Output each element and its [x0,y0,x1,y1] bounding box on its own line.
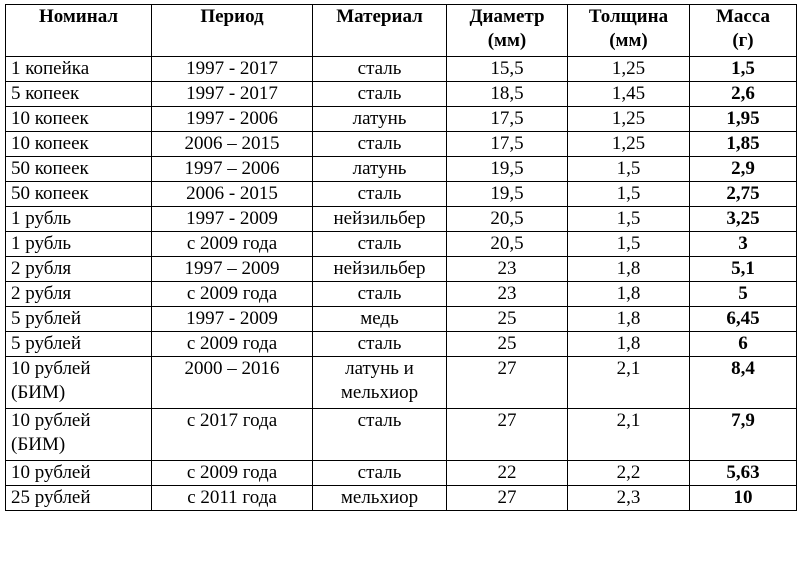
nominal-cell: 1 копейка [6,57,152,82]
mass-cell: 3,25 [690,207,797,232]
thickness-cell: 1,45 [568,82,690,107]
header-material: Материал [313,5,447,57]
diameter-cell: 22 [447,461,568,486]
material-cell: латунь [313,107,447,132]
period-cell: 1997 - 2009 [152,207,313,232]
table-row [6,307,797,332]
thickness-cell: 2,3 [568,486,690,511]
header-row [6,5,797,57]
table-row [6,486,797,511]
material-cell: сталь [313,461,447,486]
diameter-cell: 17,5 [447,132,568,157]
diameter-cell: 15,5 [447,57,568,82]
nominal-cell: 10 копеек [6,132,152,157]
mass-cell: 5 [690,282,797,307]
header-mass: Масса (г) [690,5,797,57]
period-cell: 1997 - 2017 [152,82,313,107]
period-cell: с 2017 года [152,409,313,461]
period-cell: с 2009 года [152,461,313,486]
material-cell: сталь [313,409,447,461]
nominal-cell: 1 рубль [6,207,152,232]
thickness-cell: 2,1 [568,409,690,461]
thickness-cell: 1,25 [568,107,690,132]
diameter-cell: 20,5 [447,207,568,232]
mass-cell: 1,85 [690,132,797,157]
material-cell: мельхиор [313,486,447,511]
material-cell: сталь [313,132,447,157]
material-cell: нейзильбер [313,257,447,282]
table-row [6,57,797,82]
mass-cell: 6,45 [690,307,797,332]
table-row [6,257,797,282]
material-cell: сталь [313,182,447,207]
header-thickness: Толщина (мм) [568,5,690,57]
nominal-cell: 50 копеек [6,182,152,207]
mass-cell: 7,9 [690,409,797,461]
diameter-cell: 23 [447,257,568,282]
header-diameter: Диаметр (мм) [447,5,568,57]
nominal-cell: 10 рублей (БИМ) [6,357,152,409]
table-row [6,282,797,307]
thickness-cell: 1,8 [568,307,690,332]
nominal-cell: 10 копеек [6,107,152,132]
mass-cell: 10 [690,486,797,511]
table-row [6,332,797,357]
nominal-cell: 2 рубля [6,257,152,282]
nominal-cell: 10 рублей [6,461,152,486]
material-cell: медь [313,307,447,332]
nominal-cell: 1 рубль [6,232,152,257]
diameter-cell: 19,5 [447,182,568,207]
mass-cell: 2,75 [690,182,797,207]
table-row [6,207,797,232]
thickness-cell: 1,5 [568,182,690,207]
diameter-cell: 27 [447,409,568,461]
mass-cell: 2,6 [690,82,797,107]
diameter-cell: 19,5 [447,157,568,182]
diameter-cell: 27 [447,357,568,409]
diameter-cell: 25 [447,332,568,357]
mass-cell: 1,5 [690,57,797,82]
mass-cell: 5,63 [690,461,797,486]
thickness-cell: 2,1 [568,357,690,409]
period-cell: 1997 – 2009 [152,257,313,282]
mass-cell: 2,9 [690,157,797,182]
diameter-cell: 23 [447,282,568,307]
thickness-cell: 1,8 [568,257,690,282]
table-row [6,409,797,461]
period-cell: 1997 - 2017 [152,57,313,82]
thickness-cell: 1,5 [568,157,690,182]
material-cell: сталь [313,332,447,357]
mass-cell: 6 [690,332,797,357]
table-row [6,82,797,107]
period-cell: с 2009 года [152,332,313,357]
nominal-cell: 5 рублей [6,307,152,332]
table-row [6,157,797,182]
material-cell: сталь [313,232,447,257]
coins-table [5,4,797,511]
period-cell: 1997 - 2006 [152,107,313,132]
table-row [6,461,797,486]
table-row [6,232,797,257]
period-cell: с 2009 года [152,232,313,257]
nominal-cell: 2 рубля [6,282,152,307]
diameter-cell: 18,5 [447,82,568,107]
table-row [6,107,797,132]
diameter-cell: 27 [447,486,568,511]
period-cell: 1997 – 2006 [152,157,313,182]
nominal-cell: 5 копеек [6,82,152,107]
thickness-cell: 1,25 [568,57,690,82]
thickness-cell: 1,5 [568,207,690,232]
table-row [6,132,797,157]
period-cell: 1997 - 2009 [152,307,313,332]
diameter-cell: 17,5 [447,107,568,132]
header-nominal: Номинал [6,5,152,57]
material-cell: латунь [313,157,447,182]
nominal-cell: 25 рублей [6,486,152,511]
thickness-cell: 1,5 [568,232,690,257]
thickness-cell: 1,8 [568,332,690,357]
period-cell: 2000 – 2016 [152,357,313,409]
nominal-cell: 5 рублей [6,332,152,357]
material-cell: нейзильбер [313,207,447,232]
nominal-cell: 10 рублей (БИМ) [6,409,152,461]
material-cell: сталь [313,282,447,307]
material-cell: латунь и мельхиор [313,357,447,409]
table-row [6,182,797,207]
nominal-cell: 50 копеек [6,157,152,182]
diameter-cell: 25 [447,307,568,332]
diameter-cell: 20,5 [447,232,568,257]
thickness-cell: 1,8 [568,282,690,307]
thickness-cell: 1,25 [568,132,690,157]
period-cell: с 2011 года [152,486,313,511]
period-cell: 2006 - 2015 [152,182,313,207]
table-row [6,357,797,409]
material-cell: сталь [313,82,447,107]
mass-cell: 1,95 [690,107,797,132]
mass-cell: 5,1 [690,257,797,282]
header-period: Период [152,5,313,57]
mass-cell: 8,4 [690,357,797,409]
period-cell: с 2009 года [152,282,313,307]
material-cell: сталь [313,57,447,82]
thickness-cell: 2,2 [568,461,690,486]
mass-cell: 3 [690,232,797,257]
period-cell: 2006 – 2015 [152,132,313,157]
